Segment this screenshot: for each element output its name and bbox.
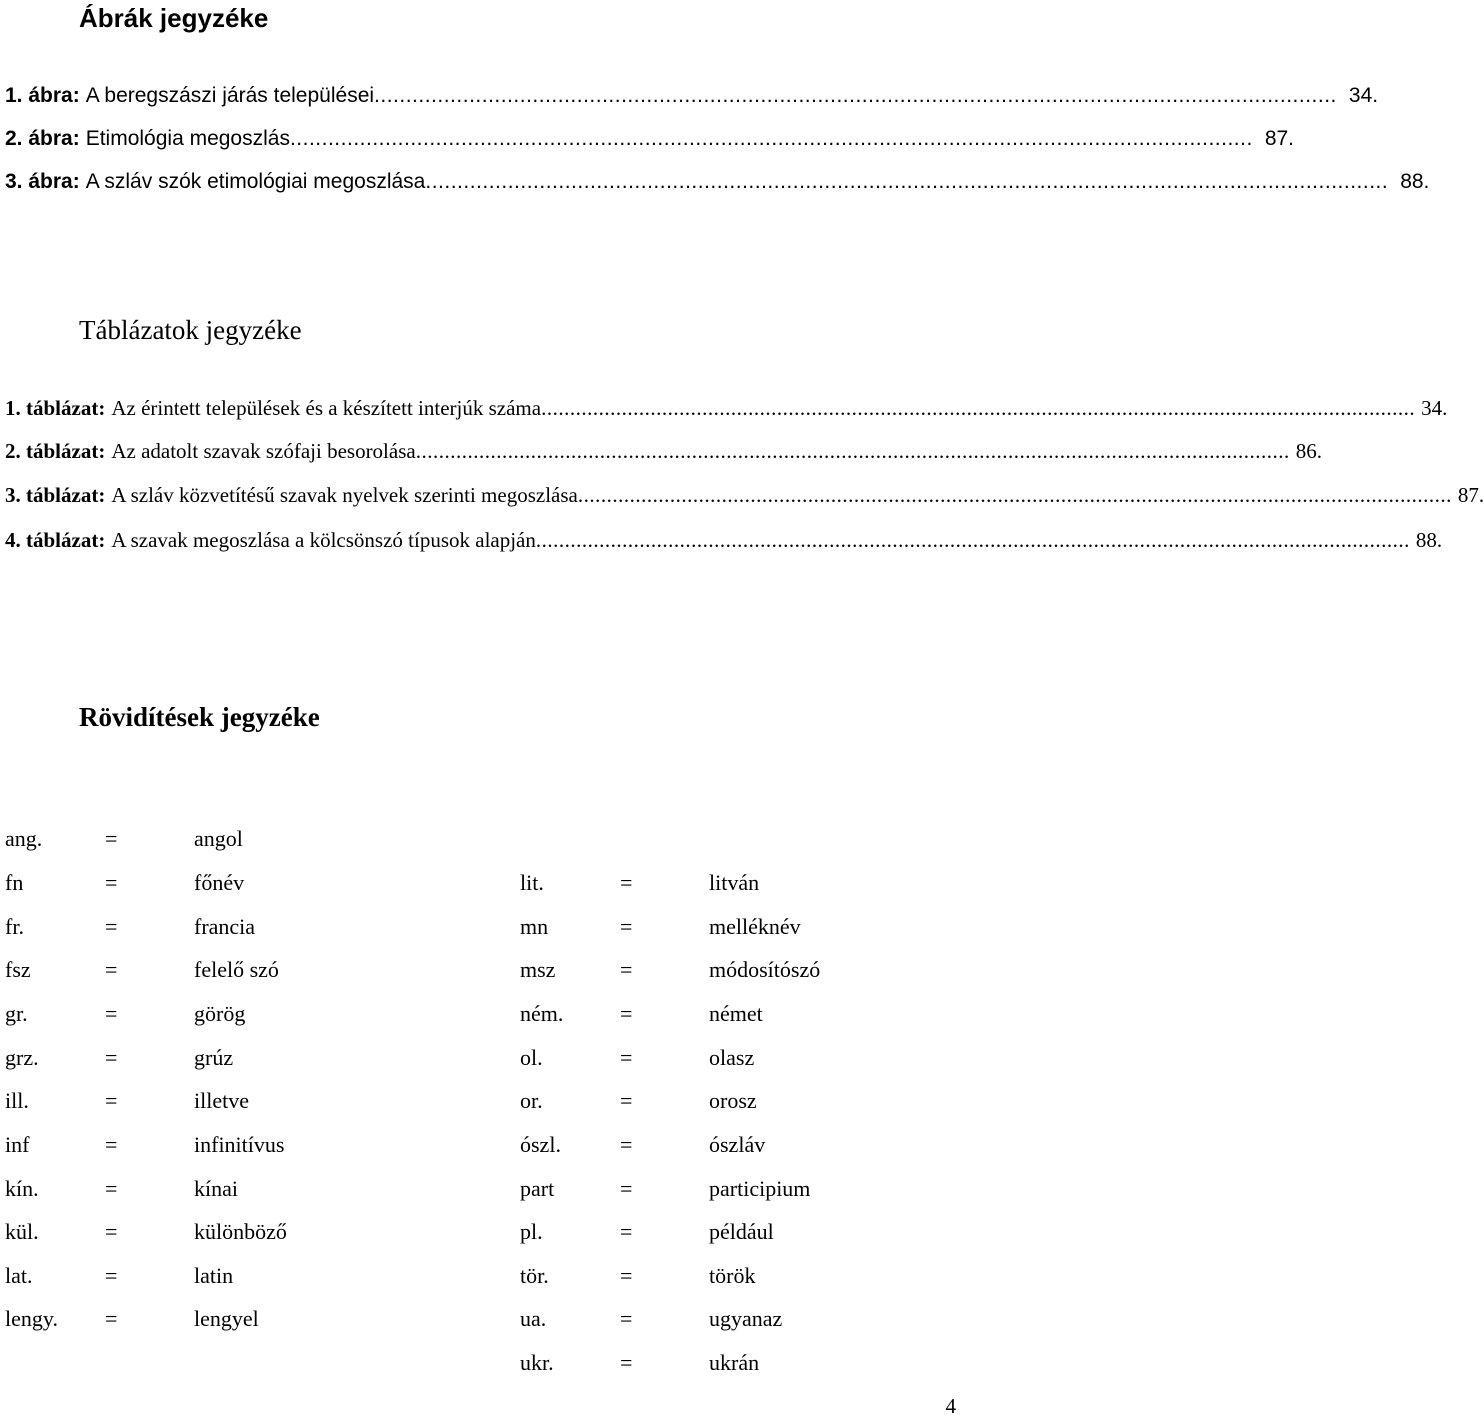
- abbreviation: fsz: [5, 957, 31, 982]
- abbreviation-row: [5, 826, 465, 856]
- leader-dots: ........................................................................................................................................................: [577, 483, 1452, 507]
- abbreviation: fn: [5, 870, 24, 895]
- abbreviation: fr.: [5, 914, 24, 939]
- abbreviation: ang.: [5, 826, 43, 851]
- abbreviation: ill.: [5, 1088, 29, 1113]
- abbreviation-row: [520, 1176, 980, 1206]
- abbreviation-row: [5, 1088, 465, 1118]
- abbreviation-row: [520, 1219, 980, 1249]
- abbreviation: tör.: [520, 1263, 549, 1288]
- equals-sign: =: [105, 1306, 118, 1331]
- abbreviation-row: [520, 1263, 980, 1293]
- abbreviation-meaning: orosz: [709, 1088, 757, 1113]
- leader-dots: ........................................................................................................................................................: [425, 170, 1389, 193]
- equals-sign: =: [105, 1132, 118, 1157]
- abbreviation: lit.: [520, 870, 544, 895]
- equals-sign: =: [620, 1001, 633, 1026]
- figure-page: 88.: [1400, 170, 1430, 193]
- equals-sign: =: [105, 914, 118, 939]
- equals-sign: =: [620, 957, 633, 982]
- abbreviation: ószl.: [520, 1132, 561, 1157]
- table-title: A szavak megoszlása a kölcsönszó típusok alapján: [111, 528, 536, 552]
- tables-heading: Táblázatok jegyzéke: [79, 315, 302, 345]
- leader-dots: ........................................................................................................................................................: [541, 396, 1416, 420]
- abbreviation-meaning: török: [709, 1263, 756, 1288]
- equals-sign: =: [620, 1132, 633, 1157]
- abbreviation-meaning: lengyel: [194, 1306, 259, 1331]
- equals-sign: =: [105, 1219, 118, 1244]
- abbreviation: mn: [520, 914, 549, 939]
- figure-entry[interactable]: [5, 84, 1379, 114]
- abbreviation: kül.: [5, 1219, 39, 1244]
- abbreviation-meaning: különböző: [194, 1219, 287, 1244]
- table-label: 4. táblázat:: [5, 528, 106, 552]
- figure-title: A szláv szók etimológiai megoszlása: [85, 170, 426, 193]
- abbreviation-meaning: olasz: [709, 1045, 755, 1070]
- figure-page: 87.: [1264, 127, 1295, 150]
- equals-sign: =: [620, 1350, 633, 1375]
- figure-title: Etimológia megoszlás: [85, 127, 290, 150]
- equals-sign: =: [105, 957, 118, 982]
- equals-sign: =: [620, 1088, 633, 1113]
- abbreviation-row: [520, 1045, 980, 1075]
- equals-sign: =: [620, 1263, 633, 1288]
- abbreviation-row: [5, 1132, 465, 1162]
- abbreviation: msz: [520, 957, 556, 982]
- abbreviation-meaning: német: [709, 1001, 763, 1026]
- abbreviation: inf: [5, 1132, 30, 1157]
- leader-dots: ........................................................................................................................................................: [374, 84, 1337, 107]
- abbreviation-meaning: infinitívus: [194, 1132, 285, 1157]
- figure-entry[interactable]: [5, 127, 1295, 157]
- abbreviation-meaning: francia: [194, 914, 256, 939]
- abbreviation-row: [520, 1132, 980, 1162]
- equals-sign: =: [105, 1176, 118, 1201]
- abbreviation-row: [520, 914, 980, 944]
- equals-sign: =: [620, 1045, 633, 1070]
- table-entry[interactable]: [5, 396, 1448, 426]
- abbreviations-heading: Rövidítések jegyzéke: [79, 702, 320, 732]
- table-title: Az érintett települések és a készített interjúk száma: [111, 396, 542, 420]
- abbreviation-meaning: grúz: [194, 1045, 234, 1070]
- table-title: A szláv közvetítésű szavak nyelvek szerinti megoszlása: [111, 483, 578, 507]
- abbreviation-row: [5, 1219, 465, 1249]
- abbreviation-meaning: kínai: [194, 1176, 238, 1201]
- equals-sign: =: [620, 870, 633, 895]
- table-page: 88.: [1415, 528, 1443, 552]
- figures-heading: Ábrák jegyzéke: [79, 3, 269, 33]
- abbreviation: lengy.: [5, 1306, 58, 1331]
- leader-dots: ........................................................................................................................................................: [415, 439, 1290, 463]
- table-entry[interactable]: [5, 439, 1322, 469]
- abbreviation: ukr.: [520, 1350, 554, 1375]
- equals-sign: =: [105, 1001, 118, 1026]
- abbreviation-row: [5, 957, 465, 987]
- abbreviation-row: [520, 957, 980, 987]
- abbreviation-meaning: ugyanaz: [709, 1306, 783, 1331]
- abbreviation-row: [5, 1176, 465, 1206]
- equals-sign: =: [620, 1176, 633, 1201]
- abbreviation-meaning: görög: [194, 1001, 246, 1026]
- equals-sign: =: [620, 914, 633, 939]
- abbreviation: grz.: [5, 1045, 39, 1070]
- table-page: 87.: [1457, 483, 1484, 507]
- abbreviation-meaning: főnév: [194, 870, 245, 895]
- abbreviation-row: [520, 1350, 980, 1380]
- equals-sign: =: [105, 1045, 118, 1070]
- abbreviation-row: [5, 870, 465, 900]
- abbreviation: lat.: [5, 1263, 33, 1288]
- table-label: 2. táblázat:: [5, 439, 106, 463]
- abbreviation-row: [520, 870, 980, 900]
- equals-sign: =: [620, 1306, 633, 1331]
- abbreviation: or.: [520, 1088, 543, 1113]
- abbreviation-meaning: latin: [194, 1263, 234, 1288]
- figure-entry[interactable]: [5, 170, 1430, 200]
- figure-label: 3. ábra:: [5, 170, 80, 193]
- abbreviation-meaning: angol: [194, 826, 243, 851]
- abbreviation: ném.: [520, 1001, 564, 1026]
- abbreviation-row: [5, 1001, 465, 1031]
- leader-dots: ........................................................................................................................................................: [289, 127, 1253, 150]
- abbreviation-meaning: például: [709, 1219, 774, 1244]
- abbreviation-row: [5, 1306, 465, 1336]
- abbreviation-meaning: melléknév: [709, 914, 801, 939]
- equals-sign: =: [105, 1088, 118, 1113]
- table-entry[interactable]: [5, 483, 1484, 513]
- figure-title: A beregszászi járás települései: [85, 84, 375, 107]
- table-label: 3. táblázat:: [5, 483, 106, 507]
- page-number: 4: [945, 1394, 956, 1418]
- abbreviation: ua.: [520, 1306, 547, 1331]
- abbreviation: kín.: [5, 1176, 39, 1201]
- abbreviation-meaning: participium: [709, 1176, 811, 1201]
- table-label: 1. táblázat:: [5, 396, 106, 420]
- equals-sign: =: [105, 826, 118, 851]
- abbreviation-row: [5, 1263, 465, 1293]
- equals-sign: =: [105, 1263, 118, 1288]
- abbreviation-row: [5, 914, 465, 944]
- table-title: Az adatolt szavak szófaji besorolása: [111, 439, 416, 463]
- abbreviation-meaning: illetve: [194, 1088, 249, 1113]
- table-entry[interactable]: [5, 528, 1443, 558]
- abbreviation: part: [520, 1176, 555, 1201]
- figure-label: 1. ábra:: [5, 84, 80, 107]
- abbreviation-meaning: ukrán: [709, 1350, 760, 1375]
- abbreviation-row: [5, 1045, 465, 1075]
- abbreviation-row: [520, 1088, 980, 1118]
- leader-dots: ........................................................................................................................................................: [535, 528, 1410, 552]
- abbreviation-meaning: litván: [709, 870, 760, 895]
- abbreviation: ol.: [520, 1045, 543, 1070]
- abbreviation-meaning: módosítószó: [709, 957, 821, 982]
- abbreviation: pl.: [520, 1219, 543, 1244]
- figure-page: 34.: [1348, 84, 1379, 107]
- table-page: 86.: [1295, 439, 1322, 463]
- equals-sign: =: [105, 870, 118, 895]
- abbreviation-meaning: felelő szó: [194, 957, 279, 982]
- abbreviation: gr.: [5, 1001, 28, 1026]
- abbreviation-row: [520, 1001, 980, 1031]
- abbreviation-meaning: ószláv: [709, 1132, 766, 1157]
- equals-sign: =: [620, 1219, 633, 1244]
- figure-label: 2. ábra:: [5, 127, 80, 150]
- table-page: 34.: [1421, 396, 1448, 420]
- abbreviation-row: [520, 1306, 980, 1336]
